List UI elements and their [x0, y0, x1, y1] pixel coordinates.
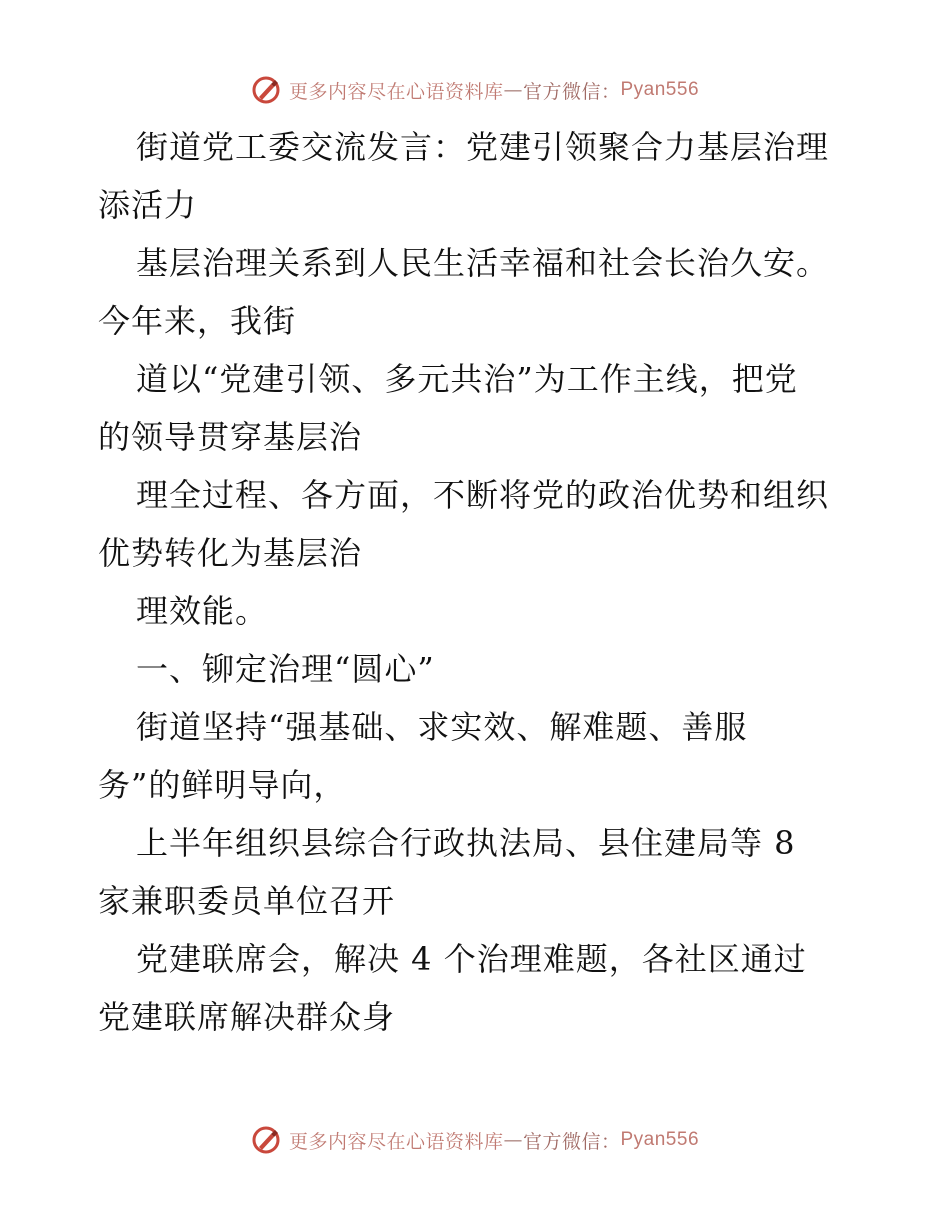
text-line: 理效能。	[136, 592, 269, 630]
watermark-separator: —	[503, 1129, 523, 1151]
text-line: 一、铆定治理“圆心”	[136, 650, 435, 688]
text-line: 街道坚持“强基础、求实效、解难题、善服	[136, 708, 748, 746]
text-line: 上半年组织县综合行政执法局、县住建局等 8	[136, 824, 796, 862]
watermark-wechat-id: Pyan556	[620, 79, 700, 100]
text-line: 添活力	[98, 186, 198, 224]
text-line: 道以“党建引领、多元共治”为工作主线，把党	[136, 360, 798, 398]
footer-watermark	[0, 1120, 950, 1160]
watermark-main-text: 更多内容尽在心语资料库	[288, 1130, 504, 1153]
watermark-wechat-label: 官方微信：	[522, 1130, 621, 1153]
text-line: 街道党工委交流发言：党建引领聚合力基层治理	[136, 128, 830, 166]
text-line: 基层治理关系到人民生活幸福和社会长治久安。	[136, 244, 830, 282]
text-line: 今年来，我街	[98, 302, 297, 340]
document-body	[98, 118, 858, 1046]
pen-logo-icon	[251, 1125, 281, 1155]
header-watermark	[0, 70, 950, 110]
watermark-separator: —	[503, 79, 523, 101]
watermark-main-text: 更多内容尽在心语资料库	[288, 80, 504, 103]
text-line: 家兼职委员单位召开	[98, 882, 396, 920]
text-line: 务”的鲜明导向，	[98, 766, 347, 804]
text-line: 优势转化为基层治	[98, 534, 363, 572]
text-line: 理全过程、各方面，不断将党的政治优势和组织	[136, 476, 830, 514]
watermark-wechat-label: 官方微信：	[522, 80, 621, 103]
text-line: 的领导贯穿基层治	[98, 418, 363, 456]
text-line: 党建联席解决群众身	[98, 998, 396, 1036]
pen-logo-icon	[251, 75, 281, 105]
text-line: 党建联席会，解决 4 个治理难题，各社区通过	[136, 940, 807, 978]
watermark-wechat-id: Pyan556	[620, 1129, 700, 1150]
